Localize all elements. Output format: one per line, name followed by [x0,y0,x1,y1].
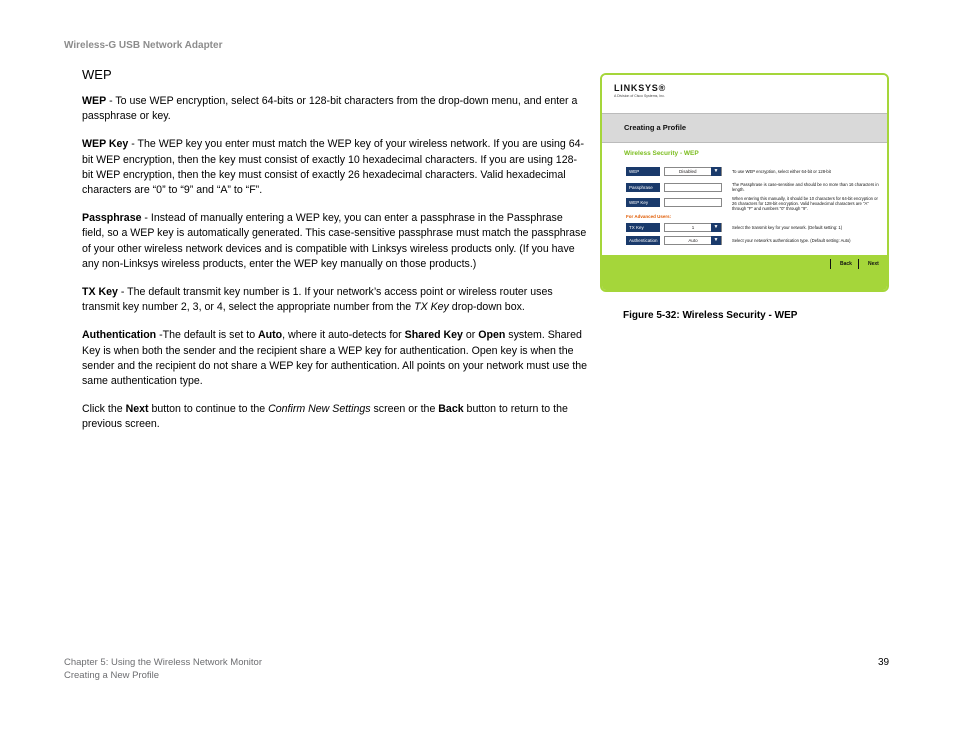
wep-key-input[interactable] [664,198,722,207]
help-authentication: Select your network's authentication type. (Default setting: Auto) [732,238,851,243]
help-wep-key: When entering this manually, it should be 10 characters for 64-bit encryption or 26 characters for 128-bit encryption. Valid hexadecimal characters are "A" through "F" and numbers "0" through "9". [732,196,878,211]
footer-chapter: Chapter 5: Using the Wireless Network Monitor [64,657,262,668]
chevron-down-icon[interactable]: ▼ [711,167,721,176]
chevron-down-icon[interactable]: ▼ [711,223,721,232]
wireless-security-title: Wireless Security - WEP [624,150,699,157]
tx-key-paragraph: TX Key - The default transmit key number is 1. If your network’s access point or wireless router uses transmit key number 2, 3, or 4, select the appropriate number from the TX Key drop-down box. [82,286,553,314]
footer-section: Creating a New Profile [64,669,160,681]
chevron-down-icon[interactable]: ▼ [711,236,721,245]
wireless-security-screenshot [600,73,889,292]
wep-key-paragraph: WEP Key - The WEP key you enter must match the WEP key of your wireless network. If you are using 64-bit WEP encryption, then the key must consist of exactly 10 hexadecimal characters. If you are using 128-bit WEP encryption, then the key must consist of exactly 26 hexadecimal characters. Valid hexadecimal characters are “0” to “9” and “A” to “F”. [82,138,585,197]
wep-select[interactable]: Disabled [664,167,722,176]
figure-caption: Figure 5-32: Wireless Security - WEP [623,310,798,321]
help-wep: To use WEP encryption, select either 64-bit or 128-bit [732,169,831,174]
advanced-users-label: For Advanced Users: [626,214,672,219]
nav-separator [830,259,831,269]
profile-band [602,113,887,143]
next-button[interactable]: Next [868,261,879,267]
help-tx-key: Select the transmit key for your network. (Default setting: 1) [732,225,843,230]
nav-separator [858,259,859,269]
tx-key-label: TX Key [626,223,660,232]
wep-paragraph: WEP - To use WEP encryption, select 64-bits or 128-bit characters from the drop-down menu, and enter a passphrase or key. [82,95,578,123]
authentication-paragraph: Authentication -The default is set to Auto, where it auto-detects for Shared Key or Open system. Shared Key is when both the sender and the recipient share a WEP key for authentication. Open key is when the sender and the recipient do not share a WEP key for authentication. All points on your network must use the same authentication type. [82,329,588,388]
running-header: Wireless-G USB Network Adapter [64,40,223,51]
profile-title: Creating a Profile [624,123,687,132]
authentication-label: Authentication [626,236,660,245]
passphrase-paragraph: Passphrase - Instead of manually entering a WEP key, you can enter a passphrase in the Passphrase field, so a WEP key is automatically generated. This case-sensitive passphrase must match the passphrase of your other wireless network devices and is compatible with Linksys wireless products only. (If you have any non-Linksys wireless products, enter the WEP key manually on those products.) [82,212,587,270]
back-button[interactable]: Back [840,261,852,267]
page-number: 39 [878,657,890,668]
linksys-logo: LINKSYS® [614,83,667,93]
footer [64,657,262,682]
wep-key-label: WEP Key [626,198,660,207]
authentication-select[interactable]: Auto [664,236,722,245]
logo-subtitle: A Division of Cisco Systems, Inc. [614,94,665,98]
body-text [82,94,588,446]
wep-label: WEP [626,167,660,176]
section-title: WEP [82,67,112,82]
passphrase-label: Passphrase [626,183,660,192]
passphrase-input[interactable] [664,183,722,192]
help-passphrase: The Passphrase is case-sensitive and should be no more than 16 characters in length. [732,182,879,192]
tx-key-select[interactable]: 1 [664,223,722,232]
next-back-paragraph: Click the Next button to continue to the Confirm New Settings screen or the Back button to return to the previous screen. [82,403,568,431]
